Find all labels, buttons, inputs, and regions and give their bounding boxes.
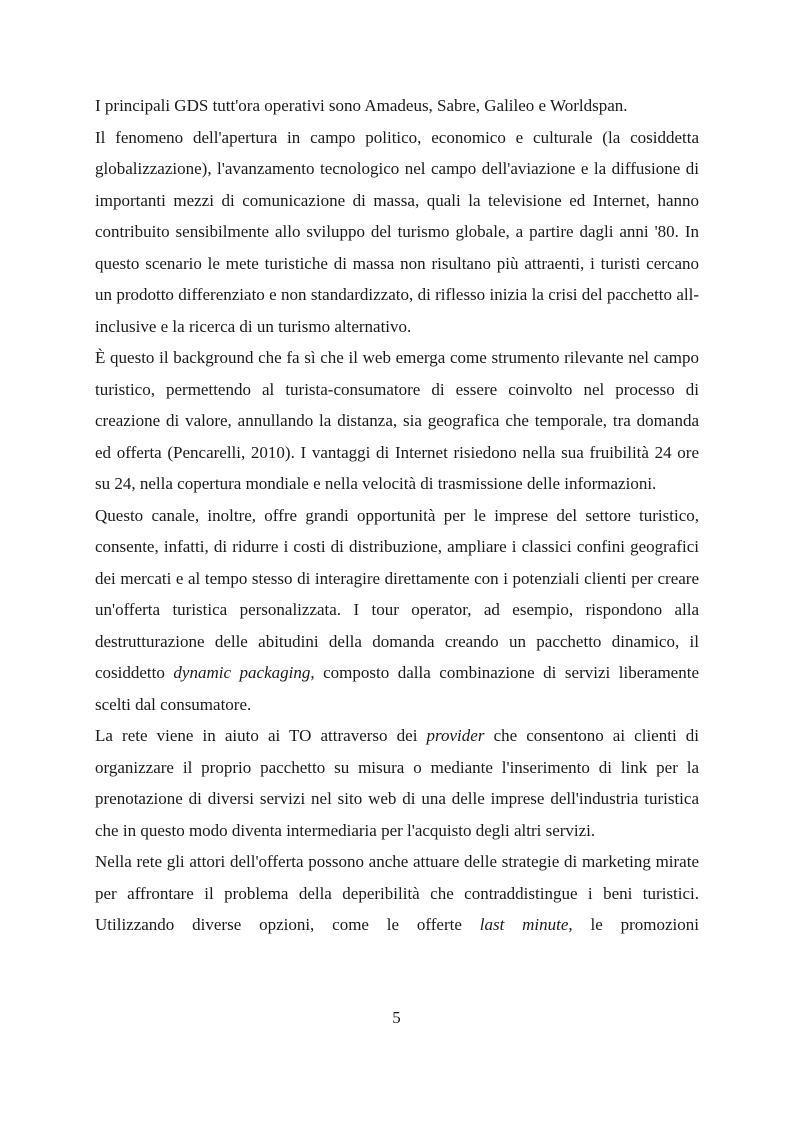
paragraph-provider	[95, 720, 699, 846]
italic-term-dynamic-packaging: dynamic packaging	[173, 663, 311, 682]
text-segment: I principali GDS tutt'ora operativi sono Amadeus, Sabre, Galileo e Worldspan.	[95, 96, 628, 115]
text-segment: , le promozioni	[568, 915, 699, 934]
paragraph-web-background	[95, 342, 699, 500]
text-segment: Nella rete gli attori dell'offerta possono anche attuare delle strategie di marketing mirate per affrontare il problema della deperibilità che contraddistingue i beni turistici. Utilizzando diverse opzioni, come le offerte	[95, 852, 699, 934]
text-segment: Il fenomeno dell'apertura in campo politico, economico e culturale (la cosiddetta globalizzazione), l'avanzamento tecnologico nel campo dell'aviazione e la diffusione di importanti mezzi di comunicazione di massa, quali la televisione ed Internet, hanno contribuito sensibilmente allo sviluppo del turismo globale, a partire dagli anni '80. In questo scenario le mete turistiche di massa non risultano più attraenti, i turisti cercano un prodotto differenziato e non standardizzato, di riflesso inizia la crisi del pacchetto all-inclusive e la ricerca di un turismo alternativo.	[95, 127, 699, 336]
text-segment: che consentono ai clienti di organizzare il proprio pacchetto su misura o mediante l'inserimento di link per la prenotazione di diversi servizi nel sito web di una delle imprese dell'industria turistica che in questo modo diventa intermediaria per l'acquisto degli altri servizi.	[95, 726, 699, 840]
italic-term-provider: provider	[426, 726, 485, 745]
text-segment: È questo il background che fa sì che il web emerga come strumento rilevante nel campo turistico, permettendo al turista-consumatore di essere coinvolto nel processo di creazione di valore, annullando la distanza, sia geografica che temporale, tra domanda ed offerta (Pencarelli, 2010). I vantaggi di Internet risiedono nella sua fruibilità 24 ore su 24, nella copertura mondiale e nella velocità di trasmissione delle informazioni.	[95, 348, 699, 493]
italic-term-last-minute: last minute	[479, 915, 569, 934]
text-segment: La rete viene in aiuto ai TO attraverso dei	[95, 726, 427, 745]
paragraph-channel-opportunities	[95, 500, 699, 721]
text-segment: Questo canale, inoltre, offre grandi opportunità per le imprese del settore turistico, consente, infatti, di ridurre i costi di distribuzione, ampliare i classici confini geografici dei mercati e al tempo stesso di interagire direttamente con i potenziali clienti per creare un'offerta turistica personalizzata. I tour operator, ad esempio, rispondono alla destrutturazione delle abitudini della domanda creando un pacchetto dinamico, il cosiddetto	[95, 505, 699, 682]
page-body	[95, 90, 699, 941]
paragraph-gds	[95, 90, 699, 122]
paragraph-globalization	[95, 122, 699, 343]
paragraph-marketing	[95, 846, 699, 941]
text-segment: , composto dalla combinazione di servizi liberamente scelti dal consumatore.	[95, 663, 699, 714]
page-number: 5	[392, 1008, 401, 1027]
